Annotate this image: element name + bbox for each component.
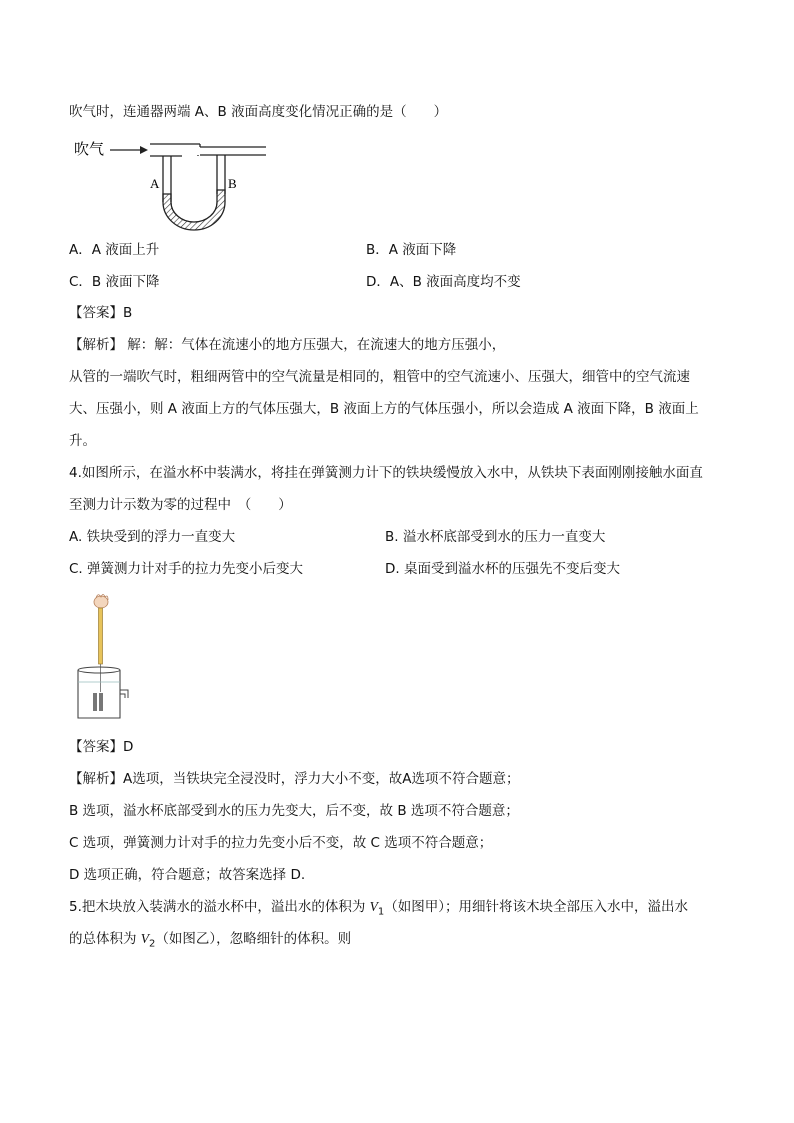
v2-symbol: V: [140, 931, 150, 946]
blow-label: 吹气: [74, 142, 105, 158]
q5-text: 的总体积为: [69, 931, 141, 947]
q4-analysis-line: B 选项，溢水杯底部受到水的压力先变大，后不变，故 B 选项不符合题意；: [69, 803, 519, 819]
q3-option-c: C．B 液面下降: [69, 274, 160, 290]
q4-analysis-line: C 选项，弹簧测力计对手的拉力先变小后不变，故 C 选项不符合题意；: [69, 835, 493, 851]
q4-option-a: A. 铁块受到的浮力一直变大: [69, 529, 236, 545]
q5-text: 5.把木块放入装满水的溢水杯中，溢出水的体积为: [69, 899, 370, 915]
q4-stem-line: 至测力计示数为零的过程中 （ ）: [69, 497, 292, 513]
v1-symbol: V: [369, 899, 378, 914]
q4-option-c: C. 弹簧测力计对手的拉力先变小后变大: [69, 561, 304, 577]
hand-icon: [94, 595, 108, 609]
q5-stem-line-1: [69, 897, 688, 923]
iron-block: [93, 693, 97, 711]
q4-analysis-line: 【解析】A选项，当铁块完全浸没时，浮力大小不变，故A选项不符合题意；: [69, 771, 520, 787]
q3-analysis-line: 大、压强小，则 A 液面上方的气体压强大，B 液面上方的气体压强小，所以会造成 A 液面下降，B 液面上: [69, 401, 699, 417]
q3-option-d: D．A、B 液面高度均不变: [366, 274, 521, 290]
q4-answer: 【答案】D: [69, 739, 134, 755]
q4-option-d: D. 桌面受到溢水杯的压强先不变后变大: [385, 561, 620, 577]
label-a: A: [150, 176, 160, 191]
v1-subscript: 1: [377, 906, 385, 918]
q3-stem: 吹气时，连通器两端 A、B 液面高度变化情况正确的是（ ）: [69, 104, 448, 120]
arrow-head-icon: [140, 146, 148, 154]
q5-text: （如图甲）；用细针将该木块全部压入水中，溢出水: [384, 899, 689, 915]
liquid: [163, 190, 225, 230]
spring-scale: [99, 608, 103, 664]
q3-analysis-line: 【解析】 解：解：气体在流速小的地方压强大，在流速大的地方压强小，: [69, 337, 506, 353]
overflow-cup-figure: [74, 590, 134, 722]
v2-subscript: 2: [149, 938, 156, 950]
q4-analysis-line: D 选项正确，符合题意；故答案选择 D.: [69, 867, 306, 883]
u-tube-figure: [70, 134, 270, 234]
q3-analysis-line: 升。: [69, 433, 96, 449]
q5-text: （如图乙），忽略细针的体积。则: [155, 931, 352, 947]
label-b: B: [228, 176, 237, 191]
q3-analysis-line: 从管的一端吹气时，粗细两管中的空气流量是相同的，粗管中的空气流速小、压强大，细管中的空气流速: [69, 369, 690, 385]
q3-option-a: A．A 液面上升: [69, 242, 160, 258]
q3-answer: 【答案】B: [69, 305, 133, 321]
q3-option-b: B．A 液面下降: [366, 242, 457, 258]
q4-stem-line: 4.如图所示，在溢水杯中装满水，将挂在弹簧测力计下的铁块缓慢放入水中，从铁块下表面刚刚接触水面直: [69, 465, 703, 481]
q5-stem-line-2: [69, 929, 351, 955]
q4-option-b: B. 溢水杯底部受到水的压力一直变大: [385, 529, 606, 545]
